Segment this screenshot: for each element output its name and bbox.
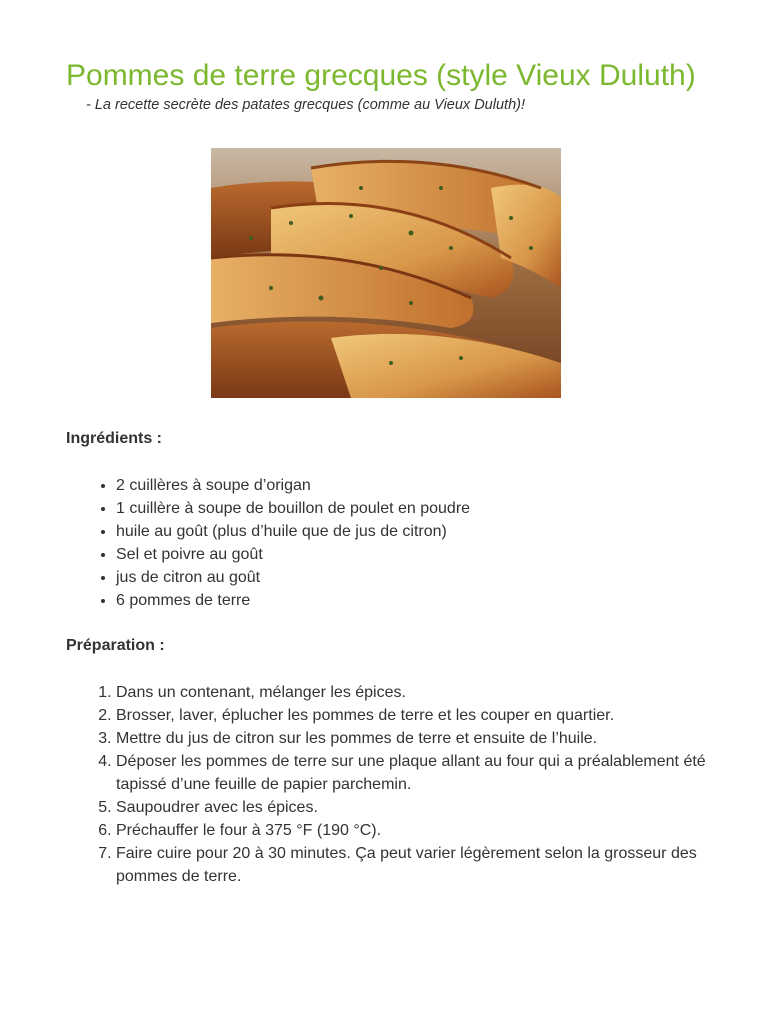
step-item: 5. Saupoudrer avec les épices. [116,796,756,819]
ingredients-heading: Ingrédients : [66,430,163,447]
ingredients-list [66,474,756,612]
step-item: 6. Préchauffer le four à 375 °F (190 °C). [116,819,756,842]
potato-wedges-photo [211,148,561,398]
step-item: 7. Faire cuire pour 20 à 30 minutes. Ça peut varier légèrement selon la grosseur des pommes de terre. [116,842,756,888]
recipe-subtitle: - La recette secrète des patates grecques (comme au Vieux Duluth)! [86,97,525,113]
list-item: • jus de citron au goût [116,566,756,589]
step-item: 3. Mettre du jus de citron sur les pommes de terre et ensuite de l’huile. [116,727,756,750]
list-item: • 1 cuillère à soupe de bouillon de poulet en poudre [116,497,756,520]
step-item: 1. Dans un contenant, mélanger les épices. [116,681,756,704]
recipe-title: Pommes de terre grecques (style Vieux Duluth) [66,59,696,92]
list-item: • Sel et poivre au goût [116,543,756,566]
preparation-heading: Préparation : [66,637,165,654]
list-item: • huile au goût (plus d’huile que de jus de citron) [116,520,756,543]
step-item: 4. Déposer les pommes de terre sur une plaque allant au four qui a préalablement été tapissé d’une feuille de papier parchemin. [116,750,756,796]
list-item: • 6 pommes de terre [116,589,756,612]
step-item: 2. Brosser, laver, éplucher les pommes de terre et les couper en quartier. [116,704,756,727]
preparation-steps [66,681,756,888]
list-item: • 2 cuillères à soupe d’origan [116,474,756,497]
